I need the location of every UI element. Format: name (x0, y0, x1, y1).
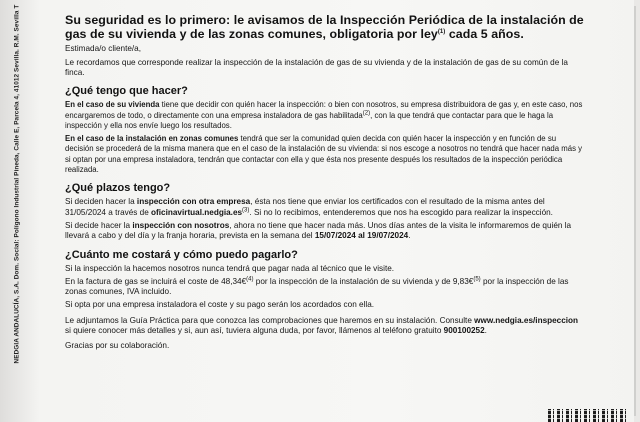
text: , ahora no tiene que hacer nada más. Unos días antes de la visita le informaremos de quién la llevará a cabo y del día y la franja horaria, prevista en la semana del (65, 220, 572, 241)
text: si quiere conocer más detalles y si, aun así, tuviera alguna duda, por favor, llámenos al teléfono gratuito (65, 326, 444, 336)
bold-text: inspección con nosotros (132, 220, 230, 230)
section1-paragraph2 (65, 134, 585, 175)
paragraph-text: tiene que decidir con quién hacer la inspección: o bien con nosotros, su empresa distribuidora de gas y, en este caso, nos encargaremos de todo, o directamente con una empresa instaladora de gas habilitada (65, 100, 583, 120)
portal-link[interactable]: oficinavirtual.nedgia.es (151, 207, 243, 217)
section3-paragraph3: Si opta por una empresa instaladora el coste y su pago serán los acordados con ella. (65, 300, 375, 310)
greeting: Estimada/o cliente/a, (65, 44, 142, 54)
text: por la inspección de la instalación de su vivienda y de 9,83€ (253, 276, 474, 286)
text: Si decide hacer la (65, 220, 133, 230)
letter-body (65, 13, 585, 352)
bold-lead: En el caso de su vivienda (65, 100, 160, 110)
paragraph-end: , con la que tendrá que contactar para que le haga la inspección y ella nos envíe luego los resultados. (65, 110, 554, 130)
footnote-ref: (4) (246, 276, 254, 283)
phone-number: 900100252 (443, 326, 485, 336)
text: . (408, 231, 411, 241)
closing-paragraph (65, 316, 585, 337)
footnote-ref: (3) (242, 206, 250, 213)
section3-paragraph2 (65, 277, 585, 298)
bold-text: inspección con otra empresa (136, 197, 251, 207)
website-link[interactable]: www.nedgia.es/inspeccion (474, 315, 579, 325)
section3-paragraph1: Si la inspección la hacemos nosotros nunca tendrá que pagar nada al técnico que le visite. (65, 263, 395, 273)
section-heading-deadlines: ¿Qué plazos tengo? (65, 182, 171, 195)
section2-paragraph2 (65, 221, 585, 242)
thanks-line: Gracias por su colaboración. (65, 341, 170, 351)
title-text: Su seguridad es lo primero: le avisamos de la Inspección Periódica de la instalación de gas de su vivienda y de las zonas comunes, obligatoria por ley (65, 13, 584, 42)
title-end: cada 5 años. (445, 27, 524, 42)
footnote-ref: (5) (473, 276, 481, 283)
page-edge (634, 0, 640, 422)
text: por la inspección de las zonas comunes, IVA incluido. (65, 276, 569, 297)
footnote-ref: (2) (362, 110, 371, 116)
company-legal-sidebar: NEDGIA ANDALUCÍA, S.A. Dom. Social: Polígono Industrial Pineda, Calle E, Parcela 4, 41012 Sevilla. R.M. Sevilla T (13, 4, 21, 364)
text: . (484, 326, 487, 336)
intro-paragraph: Le recordamos que corresponde realizar la inspección de la instalación de gas de su vivienda y de la instalación de gas de su común de la finca. (65, 57, 568, 77)
section-heading-cost: ¿Cuánto me costará y cómo puedo pagarlo? (65, 248, 298, 261)
text: . Si no lo recibimos, entenderemos que nos ha escogido para realizar la inspección. (249, 207, 553, 217)
section2-paragraph1 (65, 197, 585, 218)
bold-lead: En el caso de la instalación en zonas comunes (65, 134, 239, 144)
section1-paragraph1 (65, 100, 585, 131)
text: Le adjuntamos la Guía Práctica para que conozca las comprobaciones que haremos en su instalación. Consulte (65, 315, 475, 325)
date-range: 15/07/2024 al 19/07/2024 (314, 231, 409, 241)
qr-code-icon (548, 409, 626, 422)
paragraph-text: tendrá que ser la comunidad quien decida con quién hacer la inspección y en función de su decisión se procederá de la misma manera que en el caso de la instalación de su vivienda: si nos escoge a nosotros no tendrá que hacer nada más y si optan por una empresa instaladora, tendrán que contactar con ella y que ésta nos presente después los resultados de la inspección periódica realizada. (65, 134, 583, 175)
text: , ésta nos tiene que enviar los certificados con el resultado de la misma antes del 31/05/2024 a través de (65, 197, 545, 217)
text: En la factura de gas se incluirá el coste de 48,34€ (65, 276, 247, 286)
section-heading-what: ¿Qué tengo que hacer? (65, 85, 188, 98)
footnote-ref: (1) (437, 29, 446, 36)
text: Si deciden hacer la (65, 197, 137, 207)
letter-title (65, 13, 585, 41)
